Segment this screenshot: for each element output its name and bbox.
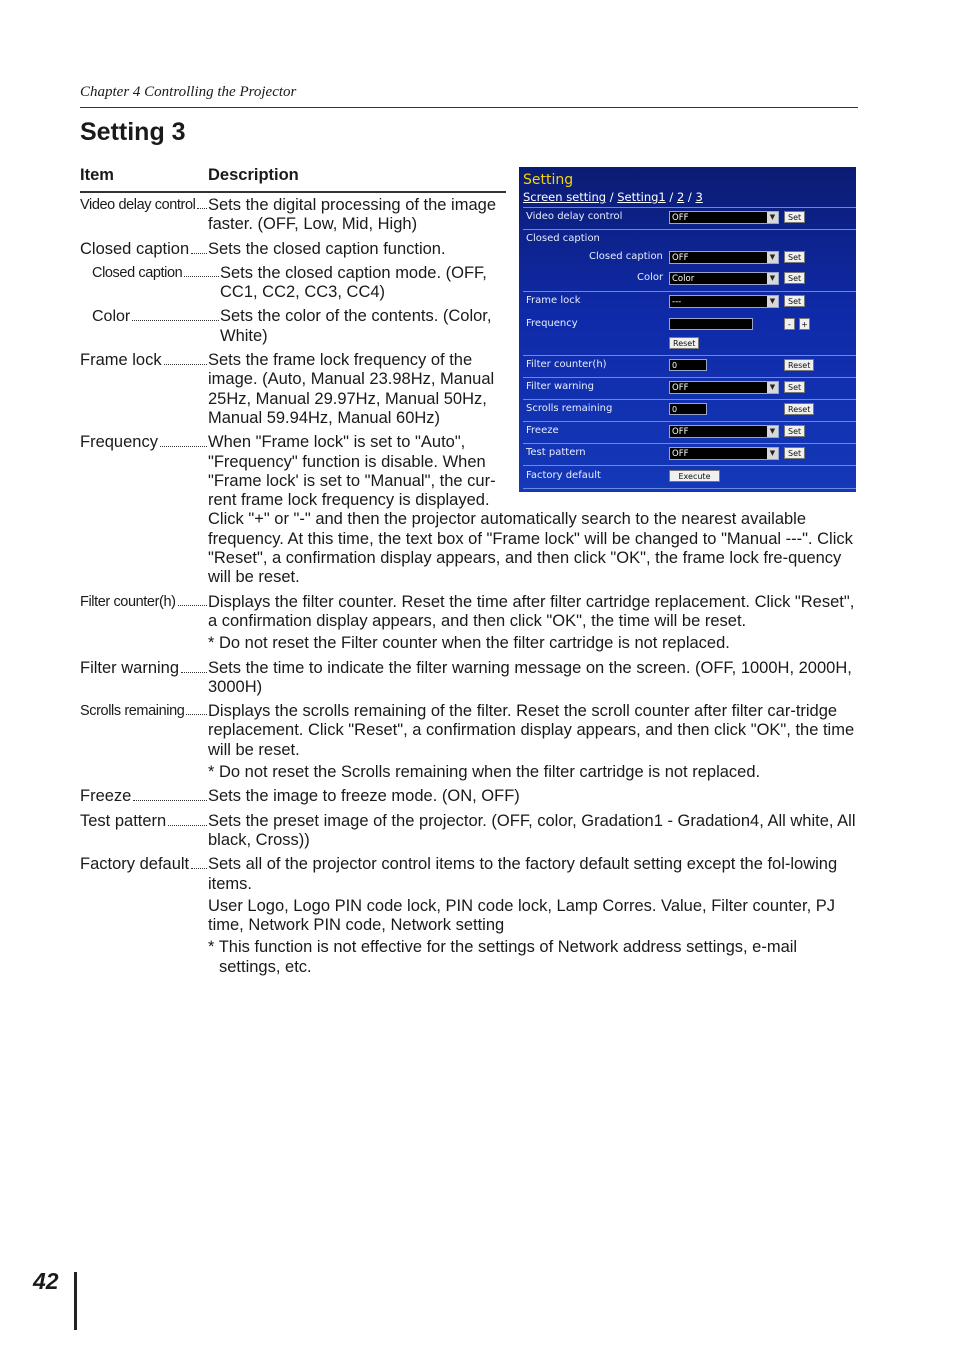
filter-warning-select[interactable]: OFF ▼ — [669, 381, 779, 394]
screenshot-breadcrumb: Screen setting / Setting1 / 2 / 3 — [523, 190, 703, 204]
table-header-divider — [80, 191, 506, 193]
item-note: * Do not reset the Scrolls remaining when the filter cartridge is not replaced. — [208, 763, 761, 782]
frame-lock-set-button[interactable]: Set — [784, 295, 805, 307]
video-delay-set-button[interactable]: Set — [784, 211, 805, 223]
page-title: Setting 3 — [80, 118, 186, 146]
nav-screen-setting-link[interactable]: Screen setting — [523, 190, 607, 204]
item-label: Frame lock — [80, 351, 162, 370]
cc-color-set-button[interactable]: Set — [784, 272, 805, 284]
item-description: Sets the preset image of the projector. (OFF, color, Gradation1 - Gradation4, All white, All black, Cross)) — [208, 811, 856, 849]
item-description: When "Frame lock" is set to "Auto", "Frequency" function is disable. When "Frame lock' is set to "Manual", the cur-rent frame lock frequency is displayed. — [208, 433, 496, 510]
chevron-down-icon: ▼ — [767, 382, 778, 393]
item-description: Sets the closed caption mode. (OFF, CC1, CC2, CC3, CC4) — [220, 263, 487, 302]
panel-video-delay — [523, 207, 856, 230]
item-note: * Do not reset the Filter counter when the filter cartridge is not replaced. — [208, 634, 730, 653]
item-label: Freeze — [80, 787, 132, 806]
item-description-continued: Click "+" or "-" and then the projector automatically search to the nearest available frequency. At this time, the text box of "Frame lock" will be changed to "Manual ---". Click "Reset", a confirmation display appears, and then click "OK", the frame lock fre-quency will be reset. — [208, 510, 853, 587]
item-label: Closed caption — [80, 239, 190, 258]
freeze-select[interactable]: OFF ▼ — [669, 425, 779, 438]
item-label: Scrolls remaining — [80, 703, 185, 720]
frequency-reset-button[interactable]: Reset — [669, 337, 699, 349]
chevron-down-icon: ▼ — [767, 426, 778, 437]
frequency-label: Frequency — [526, 318, 578, 329]
item-description: Sets the closed caption function. — [208, 239, 446, 258]
scrolls-remaining-label: Scrolls remaining — [526, 403, 613, 414]
chevron-down-icon: ▼ — [767, 273, 778, 284]
page-number: 42 — [33, 1268, 59, 1294]
row-scrolls-remaining — [80, 702, 856, 785]
panel-frame-lock — [523, 291, 856, 356]
cc-mode-set-button[interactable]: Set — [784, 251, 805, 263]
chapter-header: Chapter 4 Controlling the Projector — [80, 84, 297, 100]
video-delay-select[interactable]: OFF ▼ — [669, 211, 779, 224]
nav-setting1-link[interactable]: Setting1 — [617, 190, 666, 204]
nav-setting3-current: 3 — [695, 190, 703, 204]
column-header-description: Description — [208, 166, 299, 184]
item-description: Sets the time to indicate the filter warning message on the screen. (OFF, 1000H, 2000H, 3000H) — [208, 658, 852, 696]
header-divider — [80, 107, 858, 108]
test-pattern-select[interactable]: OFF ▼ — [669, 447, 779, 460]
freeze-set-button[interactable]: Set — [784, 425, 805, 437]
filter-counter-label: Filter counter(h) — [526, 359, 607, 370]
panel-test-pattern — [523, 443, 856, 466]
row-test-pattern — [80, 812, 856, 854]
item-description: Displays the filter counter. Reset the time after filter cartridge replacement. Click "Reset", a confirmation display appears, and then click "OK", the time will be reset. — [208, 592, 855, 630]
closed-caption-group-label: Closed caption — [526, 233, 600, 244]
item-label: Video delay control — [80, 197, 196, 213]
panel-filter-warning — [523, 377, 856, 400]
item-description: Sets all of the projector control items to the factory default setting except the fol-lowing items. — [208, 855, 838, 893]
item-description: Sets the digital processing of the image faster. (OFF, Low, Mid, High) — [208, 196, 497, 234]
item-description: Displays the scrolls remaining of the filter. Reset the scroll counter after filter car-tridge replacement. Click "Reset", a confirmation display appears, and then click "OK", the time will be reset. — [208, 702, 855, 759]
chevron-down-icon: ▼ — [767, 448, 778, 459]
item-label: Closed caption — [92, 264, 183, 281]
item-list: User Logo, Logo PIN code lock, PIN code lock, Lamp Corres. Value, Filter counter, PJ time, Network PIN code, Network setting — [208, 896, 835, 935]
item-label: Filter warning — [80, 658, 180, 677]
frame-lock-label: Frame lock — [526, 295, 581, 306]
item-label: Filter counter(h) — [80, 593, 176, 610]
cc-mode-label: Closed caption — [589, 251, 663, 262]
column-header-item: Item — [80, 166, 114, 184]
item-description: Sets the color of the contents. (Color, White) — [220, 307, 492, 345]
item-label: Factory default — [80, 855, 190, 874]
filter-warning-set-button[interactable]: Set — [784, 381, 805, 393]
item-label: Color — [92, 308, 131, 326]
frequency-display — [669, 318, 753, 330]
chevron-down-icon: ▼ — [767, 212, 778, 223]
nav-setting2-link[interactable]: 2 — [676, 190, 685, 204]
freeze-label: Freeze — [526, 425, 559, 436]
item-label: Frequency — [80, 433, 158, 452]
panel-filter-counter — [523, 355, 856, 378]
panel-scrolls-remaining — [523, 399, 856, 422]
video-delay-label: Video delay control — [526, 211, 623, 222]
page-number-bar — [74, 1272, 77, 1330]
row-factory-default — [80, 855, 856, 980]
chevron-down-icon: ▼ — [767, 296, 778, 307]
panel-freeze — [523, 421, 856, 444]
cc-color-select[interactable]: Color ▼ — [669, 272, 779, 285]
cc-color-label: Color — [637, 272, 664, 283]
panel-factory-default — [523, 465, 856, 489]
screenshot-title: Setting — [523, 172, 574, 188]
filter-warning-label: Filter warning — [526, 381, 594, 392]
cc-mode-select[interactable]: OFF ▼ — [669, 251, 779, 264]
item-description: Sets the image to freeze mode. (ON, OFF) — [208, 787, 520, 806]
panel-closed-caption — [523, 229, 856, 292]
chevron-down-icon: ▼ — [767, 252, 778, 263]
test-pattern-set-button[interactable]: Set — [784, 447, 805, 459]
frequency-minus-button[interactable]: - — [784, 318, 795, 330]
filter-counter-reset-button[interactable]: Reset — [784, 359, 814, 371]
scrolls-reset-button[interactable]: Reset — [784, 403, 814, 415]
row-freeze — [80, 787, 856, 809]
item-label: Test pattern — [80, 811, 167, 830]
item-note: * This function is not effective for the settings of Network address settings, e-mail settings, etc. — [208, 938, 798, 976]
row-filter-counter — [80, 593, 856, 657]
factory-default-label: Factory default — [526, 470, 601, 481]
filter-counter-value: 0 — [669, 359, 707, 371]
factory-default-execute-button[interactable]: Execute — [669, 470, 720, 482]
row-filter-warning — [80, 659, 856, 701]
frequency-plus-button[interactable]: + — [799, 318, 810, 330]
scrolls-remaining-value: 0 — [669, 403, 707, 415]
item-description: Sets the frame lock frequency of the image. (Auto, Manual 23.98Hz, Manual 25Hz, Manual 29.97Hz, Manual 50Hz, Manual 59.94Hz, Manual 60Hz) — [208, 351, 495, 427]
test-pattern-label: Test pattern — [526, 447, 586, 458]
setting-screenshot — [519, 167, 856, 492]
frame-lock-select[interactable]: --- ▼ — [669, 295, 779, 308]
